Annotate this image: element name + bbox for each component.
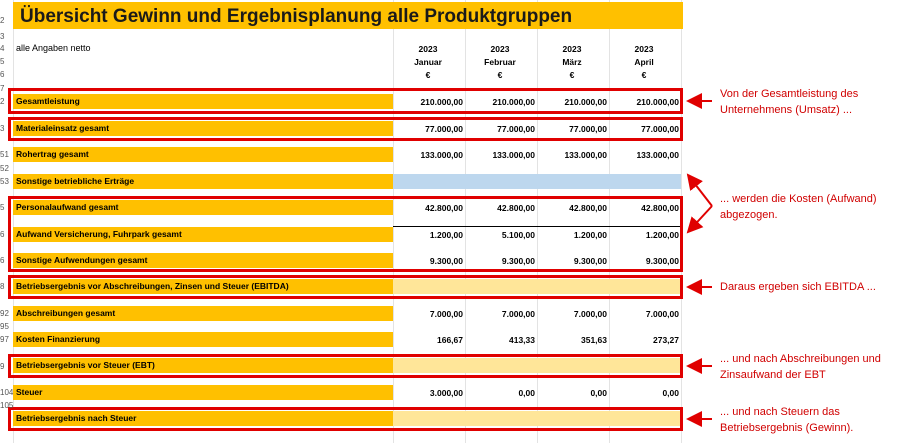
row-label: Steuer	[16, 387, 43, 397]
value-cell[interactable]: 133.000,00	[492, 150, 535, 160]
value-cell[interactable]: 77.000,00	[569, 124, 607, 134]
column-unit: €	[425, 70, 431, 80]
row-number: 6	[0, 70, 5, 79]
annotation-line: Von der Gesamtleistung des	[720, 88, 859, 100]
annotation-line: Betriebsergebnis (Gewinn).	[720, 422, 854, 434]
value-cell[interactable]: 42.800,00	[641, 203, 679, 213]
annotation-kosten	[720, 191, 877, 223]
annotation-gewinn	[720, 404, 853, 436]
row-label: Sonstige betriebliche Erträge	[16, 176, 135, 186]
column-month: Januar	[414, 57, 442, 67]
value-cell[interactable]: 1.200,00	[645, 230, 679, 240]
value-cell[interactable]: 0,00	[662, 388, 679, 398]
value-cell[interactable]: 42.800,00	[569, 203, 607, 213]
row-number: 4	[0, 44, 5, 53]
value-cell[interactable]: 1.200,00	[429, 230, 463, 240]
annotation-line: Unternehmens (Umsatz) ...	[720, 104, 853, 116]
column-unit: €	[497, 70, 503, 80]
column-unit: €	[569, 70, 575, 80]
row-label: Sonstige Aufwendungen gesamt	[16, 255, 148, 265]
row-number: 97	[0, 335, 9, 344]
column-year: 2023	[418, 44, 438, 54]
value-cell[interactable]: 42.800,00	[425, 203, 463, 213]
row-label: Kosten Finanzierung	[16, 334, 101, 344]
value-cell[interactable]: 413,33	[509, 335, 535, 345]
value-cell[interactable]: 3.000,00	[429, 388, 463, 398]
arrow-icon	[688, 175, 712, 206]
value-cell[interactable]: 351,63	[581, 335, 607, 345]
row-label: Betriebsergebnis vor Abschreibungen, Zinsen und Steuer (EBITDA)	[16, 281, 289, 291]
value-cell[interactable]: 133.000,00	[636, 150, 679, 160]
row-number: 53	[0, 177, 9, 186]
value-cell[interactable]: 210.000,00	[420, 97, 463, 107]
row-number: 6	[0, 230, 5, 239]
row-number: 9	[0, 362, 5, 371]
value-cell[interactable]: 7.000,00	[645, 309, 679, 319]
value-cell[interactable]: 7.000,00	[501, 309, 535, 319]
row-number: 5	[0, 203, 5, 212]
value-cell[interactable]: 7.000,00	[429, 309, 463, 319]
row-number: 92	[0, 309, 9, 318]
row-number: 52	[0, 164, 9, 173]
value-cell[interactable]: 9.300,00	[429, 256, 463, 266]
value-cell[interactable]: 273,27	[653, 335, 679, 345]
row-number: 3	[0, 32, 5, 41]
row-number: 95	[0, 322, 9, 331]
value-cell[interactable]: 0,00	[518, 388, 535, 398]
row-number: 8	[0, 282, 5, 291]
row-number: 5	[0, 57, 5, 66]
column-month: Februar	[484, 57, 516, 67]
value-cell[interactable]: 42.800,00	[497, 203, 535, 213]
annotation-line: Zinsaufwand der EBT	[720, 369, 826, 381]
page-title: Übersicht Gewinn und Ergebnisplanung alle Produktgruppen	[20, 6, 573, 27]
row-label: Rohertrag gesamt	[16, 149, 89, 159]
row-label: Betriebsergebnis vor Steuer (EBT)	[16, 360, 155, 370]
value-cell[interactable]: 7.000,00	[573, 309, 607, 319]
row-number: 105	[0, 401, 14, 410]
annotation-ebt	[720, 351, 881, 383]
column-year: 2023	[634, 44, 654, 54]
row-number: 3	[0, 124, 5, 133]
row-label: Aufwand Versicherung, Fuhrpark gesamt	[16, 229, 182, 239]
annotation-umsatz	[720, 86, 858, 118]
value-cell[interactable]: 9.300,00	[573, 256, 607, 266]
column-year: 2023	[490, 44, 510, 54]
annotation-line: ... und nach Steuern das	[720, 406, 840, 418]
value-cell[interactable]: 1.200,00	[573, 230, 607, 240]
row-number: 7	[0, 84, 5, 93]
row-label: Personalaufwand gesamt	[16, 202, 119, 212]
row-label: Betriebsergebnis nach Steuer	[16, 413, 137, 423]
value-cell[interactable]: 210.000,00	[492, 97, 535, 107]
row-label: Gesamtleistung	[16, 96, 80, 106]
column-month: April	[634, 57, 654, 67]
value-cell[interactable]: 5.100,00	[501, 230, 535, 240]
value-cell[interactable]: 210.000,00	[636, 97, 679, 107]
value-cell[interactable]: 77.000,00	[641, 124, 679, 134]
row-number: 2	[0, 16, 5, 25]
row-number: 6	[0, 256, 5, 265]
row-number: 51	[0, 150, 9, 159]
row-label: Materialeinsatz gesamt	[16, 123, 110, 133]
note-text: alle Angaben netto	[16, 43, 91, 53]
column-month: März	[562, 57, 582, 67]
column-unit: €	[641, 70, 647, 80]
arrow-icon	[688, 206, 712, 232]
column-year: 2023	[562, 44, 582, 54]
value-cell[interactable]: 77.000,00	[425, 124, 463, 134]
row-label: Abschreibungen gesamt	[16, 308, 116, 318]
value-cell[interactable]: 0,00	[590, 388, 607, 398]
annotation-line: abgezogen.	[720, 209, 778, 221]
row-number: 104	[0, 388, 14, 397]
value-cell[interactable]: 133.000,00	[420, 150, 463, 160]
value-cell[interactable]: 9.300,00	[645, 256, 679, 266]
value-cell[interactable]: 210.000,00	[564, 97, 607, 107]
value-cell[interactable]: 77.000,00	[497, 124, 535, 134]
annotation-line: Daraus ergeben sich EBITDA ...	[720, 281, 876, 293]
annotation-ebitda	[720, 279, 876, 295]
value-cell[interactable]: 133.000,00	[564, 150, 607, 160]
annotation-line: ... werden die Kosten (Aufwand)	[720, 193, 877, 205]
annotation-line: ... und nach Abschreibungen und	[720, 353, 881, 365]
value-cell[interactable]: 9.300,00	[501, 256, 535, 266]
value-cell[interactable]: 166,67	[437, 335, 463, 345]
row-number: 2	[0, 97, 5, 106]
